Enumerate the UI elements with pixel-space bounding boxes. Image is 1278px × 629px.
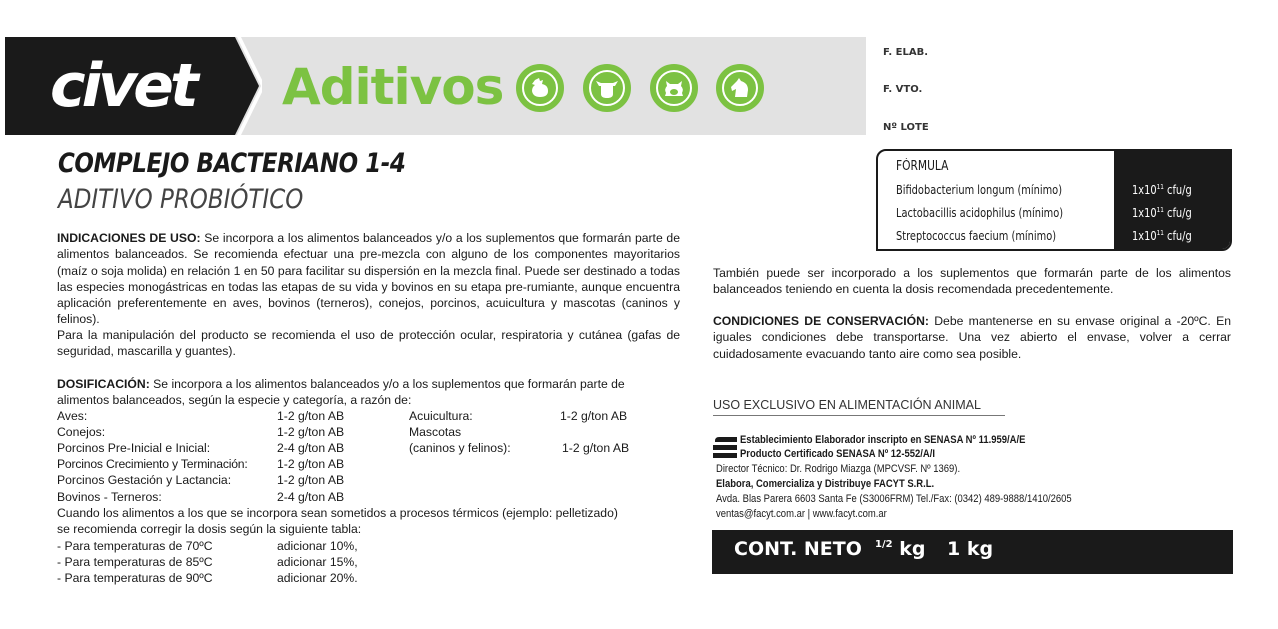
formula-item-name: Bifidobacterium longum (mínimo) xyxy=(896,183,1063,197)
temp-value: adicionar 20%. xyxy=(277,571,358,585)
senasa-icon xyxy=(713,437,737,459)
temp-label: - Para temperaturas de 85ºC xyxy=(57,555,213,569)
temp-value: adicionar 15%, xyxy=(277,555,358,569)
dose-species: (caninos y felinos): xyxy=(409,441,511,455)
company-line: Producto Certificado SENASA Nº 12-552/A/I xyxy=(740,448,935,460)
usage-notice: USO EXCLUSIVO EN ALIMENTACIÓN ANIMAL xyxy=(713,398,1005,416)
product-name: COMPLEJO BACTERIANO 1-4 xyxy=(58,148,406,179)
company-contact: ventas@facyt.com.ar | www.facyt.com.ar xyxy=(716,508,887,520)
chevron-icon xyxy=(222,37,262,135)
net-content-one: 1 kg xyxy=(947,538,994,560)
company-line: Elabora, Comercializa y Distribuye FACYT S.R.L. xyxy=(716,478,935,490)
dose-species: Porcinos Crecimiento y Terminación: xyxy=(57,457,248,471)
net-content-label: CONT. NETO xyxy=(734,538,862,560)
dose-value: 2-4 g/ton AB xyxy=(277,490,345,504)
temp-label: - Para temperaturas de 90ºC xyxy=(57,571,213,585)
dose-species: Bovinos - Terneros: xyxy=(57,490,162,504)
indications-text: Se incorpora a los alimentos balanceados y/o a los suplementos que formarán parte de alimentos balanceados. Se recomienda efectuar una pre-mezcla con alguno de los componentes mayoritarios (maíz o soja molida) en relación 1 en 50 para facilitar su dispersión en la mezcla final. Puede ser destinado a todas las especies monogástricas en todas las etapas de su vida y bovinos en su etapa pre-rumiante, aunque encuentra aplicación preferentemente en aves, bovinos (terneros), conejos, porcinos, acuicultura y mascotas (caninos y felinos). xyxy=(57,231,680,327)
temp-label: - Para temperaturas de 70ºC xyxy=(57,539,213,553)
formula-box xyxy=(876,149,1232,251)
vto-label: F. VTO. xyxy=(883,84,923,95)
dosage-intro: Se incorpora a los alimentos balanceados y/o a los suplementos que formarán parte de alimentos balanceados, según la especie y categoría, a razón de: xyxy=(57,377,625,408)
dosage-heading: DOSIFICACIÓN: xyxy=(57,377,150,391)
product-subtitle: ADITIVO PROBIÓTICO xyxy=(58,184,304,215)
horse-icon xyxy=(716,64,764,112)
formula-title: FÓRMULA xyxy=(896,159,949,174)
brand-title: Aditivos xyxy=(282,58,504,116)
dose-value: 1-2 g/ton AB xyxy=(277,473,345,487)
chicken-icon xyxy=(516,64,564,112)
company-line: Establecimiento Elaborador inscripto en SENASA Nº 11.959/A/E xyxy=(740,434,1026,446)
dose-species: Porcinos Gestación y Lactancia: xyxy=(57,473,232,487)
dose-species: Conejos: xyxy=(57,425,106,439)
company-line: Director Técnico: Dr. Rodrigo Miazga (MPCVSF. Nº 1369). xyxy=(716,463,961,475)
net-content-half: $^{1/2}$ kg xyxy=(875,538,926,560)
lote-label: Nº LOTE xyxy=(883,122,929,133)
dose-species: Mascotas xyxy=(409,425,462,439)
protection-paragraph: Para la manipulación del producto se recomienda el uso de protección ocular, respiratoria y cutánea (gafas de seguridad, mascarilla y guantes). xyxy=(57,328,680,359)
indications-heading: INDICACIONES DE USO: xyxy=(57,231,201,245)
formula-item-value: $1x10^{11}$ cfu/g xyxy=(1132,183,1192,197)
company-line: Avda. Blas Parera 6603 Santa Fe (S3006FRM) Tel./Fax: (0342) 489-9888/1410/2605 xyxy=(716,493,1072,505)
extra-paragraph: También puede ser incorporado a los suplementos que formarán parte de los alimentos balanceados teniendo en cuenta la dosis recomendada precedentemente. xyxy=(713,266,1231,297)
dose-value: 1-2 g/ton AB xyxy=(560,409,628,423)
dose-species: Aves: xyxy=(57,409,88,423)
dose-value: 1-2 g/ton AB xyxy=(277,409,345,423)
storage-heading: CONDICIONES DE CONSERVACIÓN: xyxy=(713,314,929,328)
civet-logo: civet xyxy=(50,51,195,121)
dosage-paragraph xyxy=(57,376,680,409)
pig-icon xyxy=(650,64,698,112)
formula-item-value: $1x10^{11}$ cfu/g xyxy=(1132,229,1192,243)
temp-value: adicionar 10%, xyxy=(277,539,358,553)
formula-item-name: Lactobacillis acidophilus (mínimo) xyxy=(896,206,1064,220)
dose-value: 1-2 g/ton AB xyxy=(277,457,345,471)
elab-label: F. ELAB. xyxy=(883,47,929,58)
dose-value: 2-4 g/ton AB xyxy=(277,441,345,455)
dose-species: Porcinos Pre-Inicial e Inicial: xyxy=(57,441,211,455)
dose-species: Acuicultura: xyxy=(409,409,473,423)
formula-item-value: $1x10^{11}$ cfu/g xyxy=(1132,206,1192,220)
cow-icon xyxy=(583,64,631,112)
storage-paragraph xyxy=(713,313,1231,362)
thermal-paragraph: Cuando los alimentos a los que se incorpora sean sometidos a procesos térmicos (ejemplo: pelletizado) se recomienda corregir la dosis según la siguiente tabla: xyxy=(57,506,618,537)
storage-text: Debe mantenerse en su envase original a -20ºC. En iguales condiciones debe transportarse. Una vez abierto el envase, volver a cerrar cuidadosamente evacuando tanto aire como sea posible. xyxy=(713,314,1231,361)
formula-item-name: Streptococcus faecium (mínimo) xyxy=(896,229,1057,243)
dose-value: 1-2 g/ton AB xyxy=(277,425,345,439)
dose-value: 1-2 g/ton AB xyxy=(562,441,630,455)
indications-paragraph xyxy=(57,230,680,328)
